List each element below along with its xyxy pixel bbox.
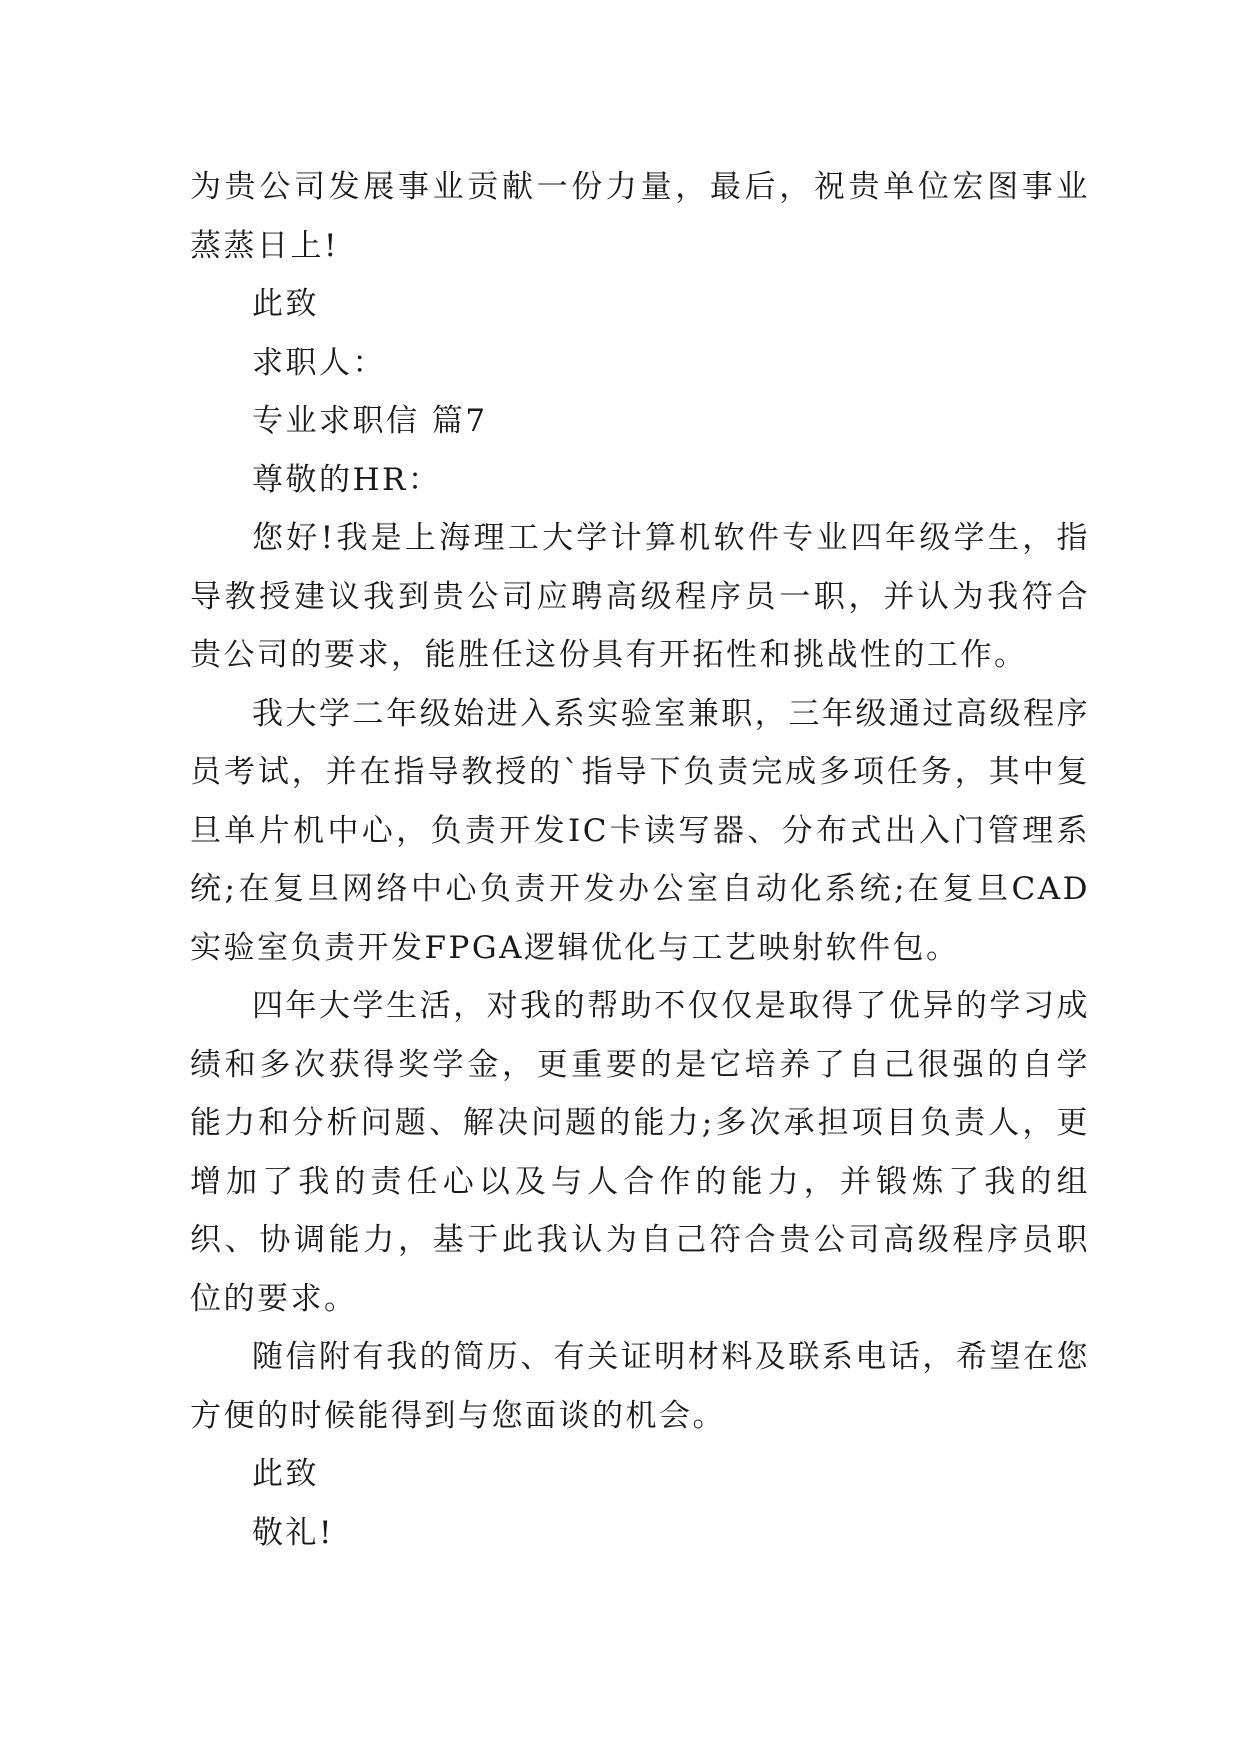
paragraph-salutation-cizhi: 此致 (252, 286, 319, 322)
paragraph-experience: 我大学二年级始进入系实验室兼职，三年级通过高级程序员考试，并在指导教授的`指导下负责完成多项任务，其中复旦单片机中心，负责开发IC卡读写器、分布式出入门管理系统;在复旦网络中心负责开发办公室自动化系统;在复旦CAD实验室负责开发FPGA逻辑优化与工艺映射软件包。 (190, 695, 1090, 966)
paragraph-greeting: 尊敬的HR： (252, 461, 442, 498)
paragraph-salutation-cizhi-2: 此致 (252, 1456, 319, 1492)
letter-body (190, 158, 1090, 1562)
paragraph-university-life: 四年大学生活，对我的帮助不仅仅是取得了优异的学习成绩和多次获得奖学金，更重要的是它培养了自己很强的自学能力和分析问题、解决问题的能力;多次承担项目负责人，更增加了我的责任心以及与人合作的能力，并锻炼了我的组织、协调能力，基于此我认为自己符合贵公司高级程序员职位的要求。 (190, 988, 1090, 1317)
paragraph-closing-wish: 为贵公司发展事业贡献一份力量，最后，祝贵单位宏图事业蒸蒸日上! (190, 169, 1090, 264)
paragraph-attachments: 随信附有我的简历、有关证明材料及联系电话，希望在您方便的时候能得到与您面谈的机会。 (190, 1339, 1090, 1434)
paragraph-applicant: 求职人： (252, 344, 386, 381)
section-heading: 专业求职信 篇7 (252, 403, 488, 439)
paragraph-introduction: 您好!我是上海理工大学计算机软件专业四年级学生，指导教授建议我到贵公司应聘高级程序员一职，并认为我符合贵公司的要求，能胜任这份具有开拓性和挑战性的工作。 (190, 520, 1090, 673)
paragraph-jingli: 敬礼! (252, 1514, 334, 1551)
